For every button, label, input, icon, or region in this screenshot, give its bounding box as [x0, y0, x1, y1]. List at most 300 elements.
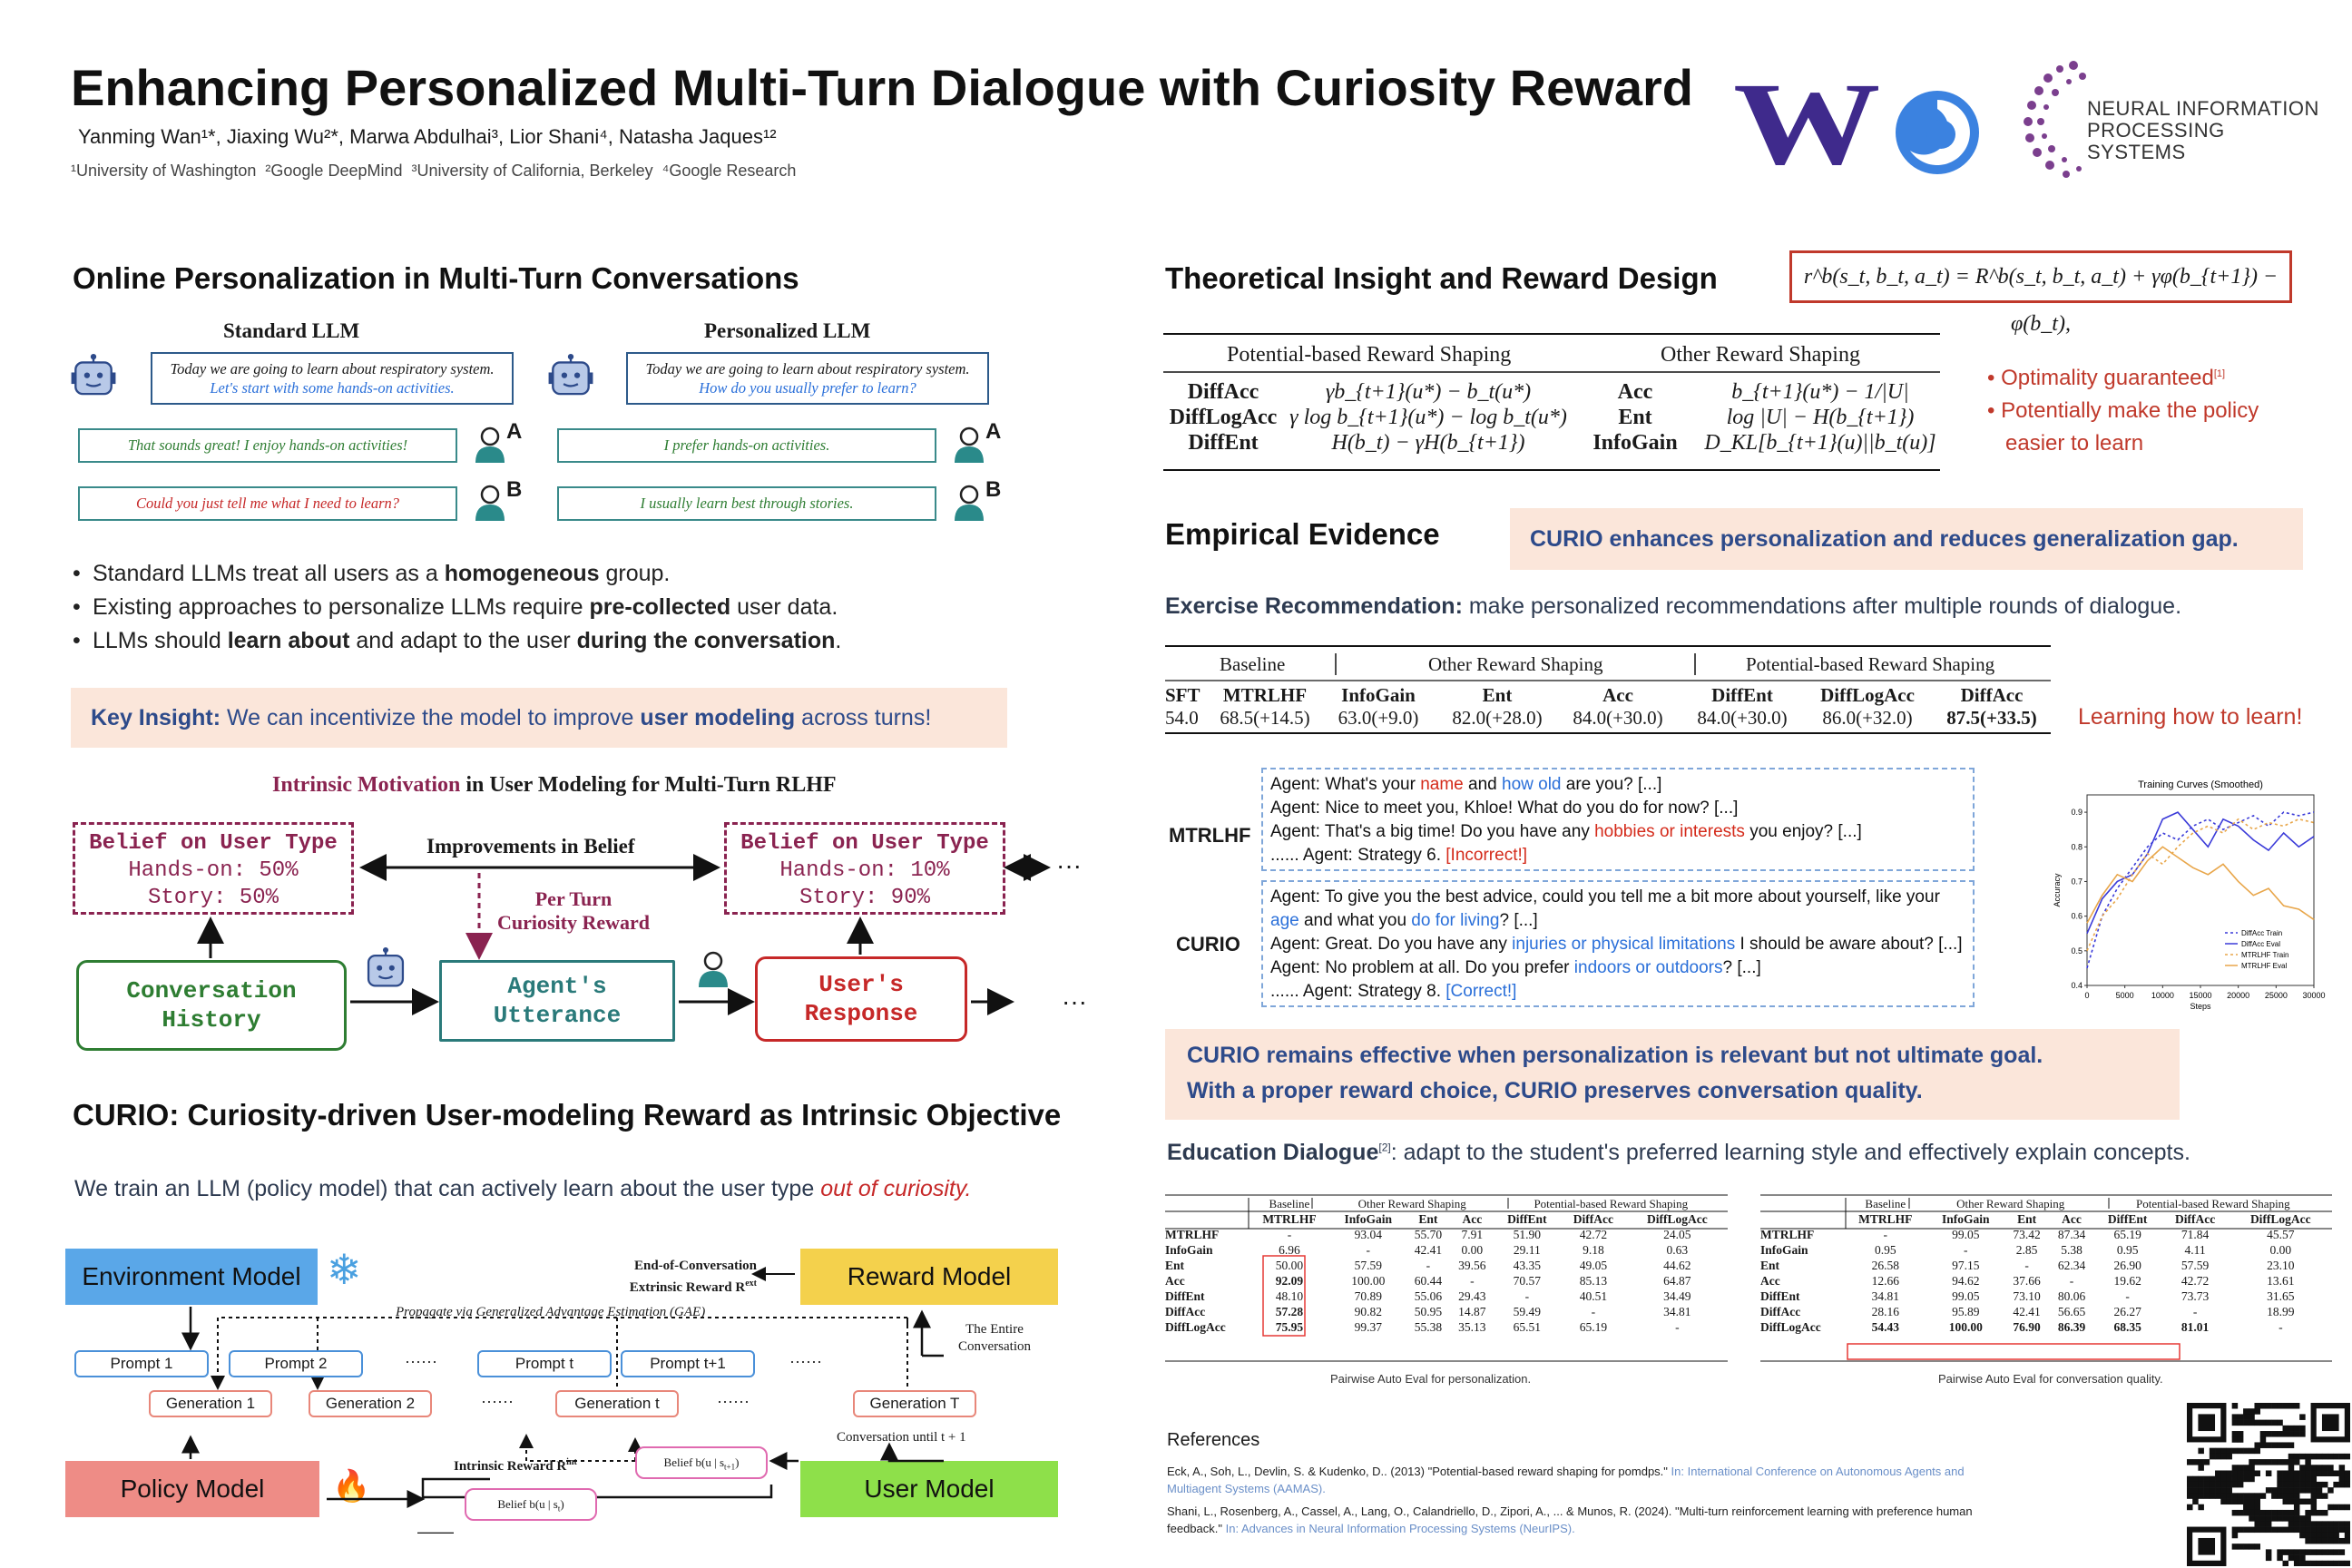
qr-module	[2210, 1448, 2216, 1455]
qr-module	[2299, 1555, 2306, 1562]
qr-module	[2220, 1499, 2227, 1505]
theory-point-item: easier to learn	[2005, 431, 2144, 456]
qr-module	[2260, 1510, 2267, 1516]
theory-header-other: Other Reward Shaping	[1661, 343, 1860, 367]
qr-module	[2238, 1420, 2244, 1426]
legend-label: MTRLHF Train	[2241, 951, 2289, 959]
qr-module	[2299, 1431, 2306, 1437]
prompt-pill: Prompt t+1	[621, 1350, 755, 1377]
qr-module	[2305, 1527, 2311, 1534]
ellipsis-top: ···	[1056, 851, 1082, 879]
qr-module	[2333, 1538, 2339, 1544]
qr-module	[2322, 1465, 2328, 1471]
qr-module	[2187, 1493, 2193, 1499]
qr-module	[2249, 1476, 2255, 1483]
qr-module	[2266, 1470, 2272, 1476]
section-title-online-personalization: Online Personalization in Multi-Turn Conversations	[73, 261, 799, 295]
qr-module	[2294, 1504, 2300, 1511]
qr-module	[2238, 1414, 2244, 1420]
user-b-label: B	[506, 477, 523, 502]
theory-table	[1163, 379, 1944, 456]
qr-module	[2339, 1476, 2346, 1483]
qr-module	[2238, 1482, 2244, 1488]
qr-module	[2226, 1470, 2232, 1476]
qr-module	[2328, 1538, 2334, 1544]
qr-module	[2328, 1504, 2334, 1511]
qr-module	[2215, 1470, 2221, 1476]
qr-module	[2238, 1510, 2244, 1516]
references-title: References	[1167, 1430, 1260, 1450]
qr-module	[2283, 1510, 2289, 1516]
qr-module	[2288, 1515, 2295, 1522]
qr-module	[2220, 1487, 2227, 1494]
qr-module	[2322, 1470, 2328, 1476]
qr-module	[2283, 1442, 2289, 1448]
qr-module	[2249, 1493, 2255, 1499]
qr-module	[2339, 1521, 2346, 1527]
generation-pill: Generation T	[853, 1390, 976, 1417]
qr-module	[2299, 1487, 2306, 1494]
qr-module	[2333, 1482, 2339, 1488]
qr-module	[2317, 1561, 2323, 1566]
mtrlhf-dialogue-box	[1261, 768, 1975, 871]
qr-module	[2238, 1470, 2244, 1476]
qr-module	[2277, 1482, 2283, 1488]
conversation-until-label: Conversation until t + 1	[837, 1430, 966, 1445]
exercise-recommendation-line: Exercise Recommendation: make personalized recommendations after multiple rounds of dialogue.	[1165, 593, 2182, 619]
qr-module	[2220, 1448, 2227, 1455]
qr-module	[2271, 1459, 2278, 1465]
intrinsic-reward-label: Intrinsic Reward $R^{int}$	[454, 1457, 577, 1474]
qr-module	[2322, 1549, 2328, 1555]
standard-reply-b: Could you just tell me what I need to learn?	[78, 486, 457, 521]
deepmind-logo	[1892, 87, 1983, 178]
user-b-label: B	[985, 477, 1002, 502]
table-row: DiffLogAcc 75.95 99.37 55.38 35.13 65.51 65.19 -	[1165, 1320, 1680, 1334]
fire-icon: 🔥	[332, 1468, 371, 1504]
qr-module	[2232, 1431, 2239, 1437]
neurips-logo-mark	[2019, 56, 2092, 183]
qr-module	[2317, 1527, 2323, 1534]
qr-module	[2305, 1482, 2311, 1488]
qr-module	[2266, 1459, 2272, 1465]
qr-module	[2294, 1476, 2300, 1483]
qr-module	[2226, 1448, 2232, 1455]
qr-module	[2288, 1459, 2295, 1465]
qr-module	[2204, 1459, 2210, 1465]
qr-module	[2249, 1414, 2255, 1420]
qr-module	[2243, 1527, 2249, 1534]
personalized-reply-b: I usually learn best through stories.	[557, 486, 936, 521]
qr-module	[2339, 1538, 2346, 1544]
qr-module	[2226, 1493, 2232, 1499]
qr-module	[2266, 1403, 2272, 1409]
qr-module	[2311, 1538, 2318, 1544]
qr-module	[2288, 1454, 2295, 1460]
qr-module	[2254, 1420, 2260, 1426]
exercise-group-potential: Potential-based Reward Shaping	[1746, 653, 1995, 675]
qr-module	[2288, 1403, 2295, 1409]
qr-module	[2192, 1476, 2199, 1483]
bullet-item: • LLMs should learn about and adapt to the user during the conversation.	[71, 624, 1033, 658]
qr-module	[2249, 1465, 2255, 1471]
qr-module	[2345, 1454, 2350, 1460]
qr-module	[2294, 1459, 2300, 1465]
qr-module	[2277, 1493, 2283, 1499]
qr-module	[2243, 1476, 2249, 1483]
qr-module	[2305, 1533, 2311, 1539]
qr-module	[2187, 1504, 2193, 1511]
qr-module	[2271, 1493, 2278, 1499]
table-row: InfoGain 0.95 - 2.85 5.38 0.95 4.11 0.00	[1760, 1243, 2292, 1257]
qr-module	[2305, 1470, 2311, 1476]
table-row: DiffAcc 57.28 90.82 50.95 14.87 59.49 - 34.81	[1165, 1305, 1691, 1318]
user-a-label: A	[985, 419, 1002, 444]
qr-module	[2311, 1454, 2318, 1460]
qr-module	[2305, 1476, 2311, 1483]
table-row: MTRLHF - 99.05 73.42 87.34 65.19 71.84 45.57	[1760, 1228, 2295, 1241]
qr-module	[2299, 1414, 2306, 1420]
qr-module	[2198, 1459, 2204, 1465]
qr-module	[2339, 1470, 2346, 1476]
qr-module	[2271, 1487, 2278, 1494]
qr-module	[2215, 1454, 2221, 1460]
mtrlhf-label: MTRLHF	[1169, 824, 1251, 847]
qr-module	[2294, 1482, 2300, 1488]
qr-module	[2243, 1414, 2249, 1420]
reward-model-box: Reward Model	[800, 1249, 1058, 1305]
qr-module	[2249, 1420, 2255, 1426]
user-model-box: User Model	[800, 1461, 1058, 1517]
education-table	[1165, 1196, 1728, 1335]
qr-module	[2311, 1527, 2318, 1534]
qr-module	[2254, 1459, 2260, 1465]
learning-to-learn-label: Learning how to learn!	[2078, 704, 2303, 730]
qr-module	[2317, 1465, 2323, 1471]
dialogue-line: Agent: What's your name and how old are you? [...]	[1270, 775, 1662, 794]
qr-module	[2305, 1499, 2311, 1505]
qr-module	[2283, 1515, 2289, 1522]
qr-module	[2311, 1533, 2318, 1539]
standard-agent-bubble: Today we are going to learn about respiratory system. Let's start with some hands-on activities.	[151, 352, 514, 405]
qr-module	[2294, 1403, 2300, 1409]
qr-module	[2299, 1426, 2306, 1432]
table-row: InfoGain 6.96 - 42.41 0.00 29.11 9.18 0.63	[1165, 1243, 1689, 1257]
qr-module	[2232, 1414, 2239, 1420]
qr-module	[2288, 1487, 2295, 1494]
exercise-group-other: Other Reward Shaping	[1428, 653, 1603, 675]
qr-module	[2299, 1527, 2306, 1534]
qr-module	[2305, 1459, 2311, 1465]
qr-module	[2322, 1493, 2328, 1499]
table-row: Acc 92.09 100.00 60.44 - 70.57 85.13 64.87	[1165, 1274, 1691, 1288]
qr-module	[2294, 1454, 2300, 1460]
gae-label: Propagate via Generalized Advantage Estimation (GAE)	[396, 1305, 706, 1319]
qr-module	[2299, 1465, 2306, 1471]
table-row: DiffEnt 48.10 70.89 55.06 29.43 - 40.51 34.49	[1165, 1289, 1691, 1303]
qr-module	[2260, 1420, 2267, 1426]
qr-module	[2294, 1510, 2300, 1516]
qr-module	[2238, 1499, 2244, 1505]
qr-module	[2288, 1470, 2295, 1476]
qr-module	[2249, 1544, 2255, 1550]
qr-module	[2299, 1533, 2306, 1539]
qr-finder	[2322, 1414, 2339, 1431]
qr-module	[2294, 1426, 2300, 1432]
qr-module	[2243, 1408, 2249, 1415]
qr-module	[2322, 1454, 2328, 1460]
qr-module	[2299, 1549, 2306, 1555]
reference-item: Shani, L., Rosenberg, A., Cassel, A., Lang, O., Calandriello, D., Zipori, A., ... & Munos, R. (2024). "Multi-turn reinforcement learning with preference human feedback." In: Advances in Neural Information Processing Systems (NeurIPS).	[1167, 1504, 1973, 1535]
bullet-item: • Standard LLMs treat all users as a homogeneous group.	[71, 557, 1033, 591]
qr-module	[2266, 1442, 2272, 1448]
qr-module	[2317, 1470, 2323, 1476]
qr-module	[2283, 1431, 2289, 1437]
qr-module	[2339, 1454, 2346, 1460]
exercise-table	[1165, 684, 2054, 730]
qr-module	[2260, 1436, 2267, 1443]
environment-model-box: Environment Model	[65, 1249, 318, 1305]
qr-module	[2271, 1431, 2278, 1437]
ellipsis: ······	[789, 1352, 822, 1370]
ellipsis: ······	[481, 1392, 514, 1410]
qr-module	[2283, 1476, 2289, 1483]
qr-module	[2266, 1555, 2272, 1562]
generation-pill: Generation t	[555, 1390, 679, 1417]
qr-module	[2277, 1459, 2283, 1465]
qr-module	[2254, 1527, 2260, 1534]
qr-module	[2254, 1448, 2260, 1455]
qr-module	[2254, 1493, 2260, 1499]
qr-module	[2204, 1487, 2210, 1494]
qr-module	[2328, 1465, 2334, 1471]
authors: Yanming Wan¹*, Jiaxing Wu²*, Marwa Abdulhai³, Lior Shani⁴, Natasha Jaques¹²	[78, 125, 777, 148]
qr-module	[2283, 1493, 2289, 1499]
qr-module	[2243, 1470, 2249, 1476]
qr-module	[2215, 1448, 2221, 1455]
table-row: MTRLHF InfoGain Ent Acc DiffEnt DiffAcc DiffLogAcc	[1262, 1212, 1708, 1226]
qr-module	[2294, 1515, 2300, 1522]
qr-module	[2220, 1493, 2227, 1499]
empirical-banner: CURIO enhances personalization and reduces generalization gap.	[1510, 508, 2303, 570]
neurips-logo-text: NEURAL INFORMATION PROCESSING SYSTEMS	[2087, 97, 2319, 163]
qr-module	[2294, 1527, 2300, 1534]
qr-module	[2345, 1470, 2350, 1476]
qr-module	[2249, 1510, 2255, 1516]
qr-module	[2249, 1459, 2255, 1465]
qr-module	[2266, 1549, 2272, 1555]
qr-module	[2198, 1482, 2204, 1488]
table-row: DiffAcc 28.16 95.89 42.41 56.65 26.27 - 18.99	[1760, 1305, 2295, 1318]
qr-module	[2260, 1493, 2267, 1499]
qr-module	[2328, 1470, 2334, 1476]
qr-module	[2238, 1465, 2244, 1471]
qr-module	[2339, 1504, 2346, 1511]
theory-point-item: • Optimality guaranteed[1]	[1987, 366, 2226, 390]
qr-module	[2288, 1465, 2295, 1471]
qr-module	[2294, 1431, 2300, 1437]
table-row: Ent 50.00 57.59 - 39.56 43.35 49.05 44.62	[1165, 1259, 1691, 1272]
qr-module	[2288, 1549, 2295, 1555]
legend-label: DiffAcc Train	[2241, 929, 2283, 937]
qr-module	[2266, 1431, 2272, 1437]
conversation-history-box: Conversation History	[76, 960, 347, 1051]
qr-module	[2254, 1499, 2260, 1505]
qr-module	[2328, 1527, 2334, 1534]
qr-module	[2311, 1504, 2318, 1511]
qr-module	[2294, 1470, 2300, 1476]
qr-module	[2192, 1499, 2199, 1505]
qr-module	[2249, 1470, 2255, 1476]
table-row: DiffLogAcc 54.43 100.00 76.90 86.39 68.35 81.01 -	[1760, 1320, 2283, 1334]
section-title-theory: Theoretical Insight and Reward Design	[1165, 261, 1718, 295]
qr-module	[2288, 1476, 2295, 1483]
qr-module	[2249, 1448, 2255, 1455]
qr-module	[2220, 1482, 2227, 1488]
qr-module	[2322, 1533, 2328, 1539]
qr-module	[2254, 1403, 2260, 1409]
qr-module	[2232, 1470, 2239, 1476]
qr-module	[2283, 1527, 2289, 1534]
table-row: DiffEnt 34.81 99.05 73.10 80.06 - 73.73 31.65	[1760, 1289, 2295, 1303]
qr-module	[2187, 1482, 2193, 1488]
qr-module	[2283, 1549, 2289, 1555]
qr-module	[2232, 1510, 2239, 1516]
qr-module	[2232, 1544, 2239, 1550]
ellipsis-bottom: ···	[1062, 987, 1087, 1015]
qr-module	[2243, 1448, 2249, 1455]
qr-module	[2339, 1549, 2346, 1555]
qr-module	[2317, 1538, 2323, 1544]
qr-module	[2299, 1499, 2306, 1505]
qr-module	[2260, 1527, 2267, 1534]
qr-module	[2243, 1493, 2249, 1499]
dialogue-line: Agent: Nice to meet you, Khloe! What do you do for now? [...]	[1270, 799, 1739, 818]
table-row: DiffLogAcc γ log b_{t+1}(u*) − log b_t(u*) Ent log |U| − H(b_{t+1})	[1169, 406, 1915, 429]
qr-module	[2288, 1555, 2295, 1562]
qr-module	[2294, 1521, 2300, 1527]
qr-module	[2305, 1465, 2311, 1471]
qr-module	[2204, 1476, 2210, 1483]
x-axis-label: Steps	[2190, 1002, 2211, 1011]
qr-module	[2333, 1470, 2339, 1476]
qr-module	[2232, 1482, 2239, 1488]
qr-module	[2220, 1454, 2227, 1460]
qr-module	[2198, 1465, 2204, 1471]
qr-module	[2311, 1499, 2318, 1505]
qr-module	[2299, 1476, 2306, 1483]
table-row: SFT MTRLHF InfoGain Ent Acc DiffEnt DiffLogAcc DiffAcc	[1165, 684, 2024, 706]
table-row: Acc 12.66 94.62 37.66 - 19.62 42.72 13.61	[1760, 1274, 2295, 1288]
x-tick-label: 20000	[2227, 991, 2250, 1000]
qr-module	[2322, 1521, 2328, 1527]
qr-module	[2266, 1521, 2272, 1527]
qr-module	[2305, 1561, 2311, 1566]
qr-module	[2339, 1482, 2346, 1488]
qr-module	[2311, 1476, 2318, 1483]
prompt-pill: Prompt 1	[74, 1350, 209, 1377]
qr-module	[2328, 1521, 2334, 1527]
exercise-group-baseline: Baseline	[1220, 653, 1286, 675]
qr-module	[2277, 1527, 2283, 1534]
qr-module	[2192, 1482, 2199, 1488]
qr-module	[2226, 1476, 2232, 1483]
qr-module	[2232, 1403, 2239, 1409]
table-caption: Pairwise Auto Eval for conversation quality.	[1938, 1372, 2163, 1386]
qr-module	[2238, 1476, 2244, 1483]
x-tick-label: 15000	[2189, 991, 2212, 1000]
qr-module	[2322, 1538, 2328, 1544]
qr-module	[2192, 1487, 2199, 1494]
section-title-curio: CURIO: Curiosity-driven User-modeling Reward as Intrinsic Objective	[73, 1098, 1062, 1132]
belief-box-before: Belief on User Type Hands-on: 50% Story: 50%	[73, 822, 354, 915]
qr-module	[2311, 1521, 2318, 1527]
qr-module	[2317, 1549, 2323, 1555]
qr-module	[2288, 1442, 2295, 1448]
qr-module	[2311, 1465, 2318, 1471]
qr-module	[2288, 1493, 2295, 1499]
qr-module	[2311, 1510, 2318, 1516]
qr-module	[2254, 1515, 2260, 1522]
dialogue-line: Agent: To give you the best advice, could you tell me a bit more about yourself, like your	[1270, 887, 1940, 906]
qr-module	[2317, 1533, 2323, 1539]
qr-module	[2339, 1527, 2346, 1534]
qr-module	[2333, 1561, 2339, 1566]
table-row: Ent 26.58 97.15 - 62.34 26.90 57.59 23.10	[1760, 1259, 2295, 1272]
agent-utterance-box: Agent's Utterance	[439, 960, 675, 1042]
qr-module	[2294, 1499, 2300, 1505]
y-tick-label: 0.8	[2071, 842, 2082, 852]
qr-code[interactable]	[2187, 1403, 2350, 1566]
qr-module	[2271, 1442, 2278, 1448]
qr-module	[2260, 1459, 2267, 1465]
qr-module	[2271, 1510, 2278, 1516]
qr-module	[2271, 1527, 2278, 1534]
ellipsis: ······	[405, 1352, 437, 1370]
standard-reply-a: That sounds great! I enjoy hands-on activities!	[78, 428, 457, 463]
qr-module	[2260, 1515, 2267, 1522]
qr-module	[2243, 1504, 2249, 1511]
standard-llm-label: Standard LLM	[223, 319, 360, 342]
qr-module	[2271, 1420, 2278, 1426]
qr-module	[2345, 1476, 2350, 1483]
affiliations: ¹University of Washington ²Google DeepMind ³University of California, Berkeley ⁴Google Research	[71, 162, 797, 180]
qr-module	[2204, 1493, 2210, 1499]
qr-module	[2226, 1454, 2232, 1460]
qr-module	[2232, 1499, 2239, 1505]
generation-pill: Generation 2	[309, 1390, 432, 1417]
qr-module	[2220, 1470, 2227, 1476]
qr-module	[2299, 1454, 2306, 1460]
qr-module	[2238, 1527, 2244, 1534]
legend-label: DiffAcc Eval	[2241, 940, 2280, 948]
x-tick-label: 25000	[2264, 991, 2288, 1000]
dialogue-line: age and what you do for living? [...]	[1270, 911, 1538, 930]
qr-module	[2328, 1549, 2334, 1555]
qr-module	[2226, 1482, 2232, 1488]
qr-module	[2311, 1493, 2318, 1499]
user-a-label: A	[506, 419, 523, 444]
qr-module	[2305, 1454, 2311, 1460]
qr-module	[2283, 1561, 2289, 1566]
qr-module	[2210, 1454, 2216, 1460]
qr-module	[2266, 1510, 2272, 1516]
qr-module	[2283, 1459, 2289, 1465]
qr-module	[2311, 1482, 2318, 1488]
qr-module	[2187, 1459, 2193, 1465]
qr-module	[2328, 1561, 2334, 1566]
qr-module	[2187, 1476, 2193, 1483]
